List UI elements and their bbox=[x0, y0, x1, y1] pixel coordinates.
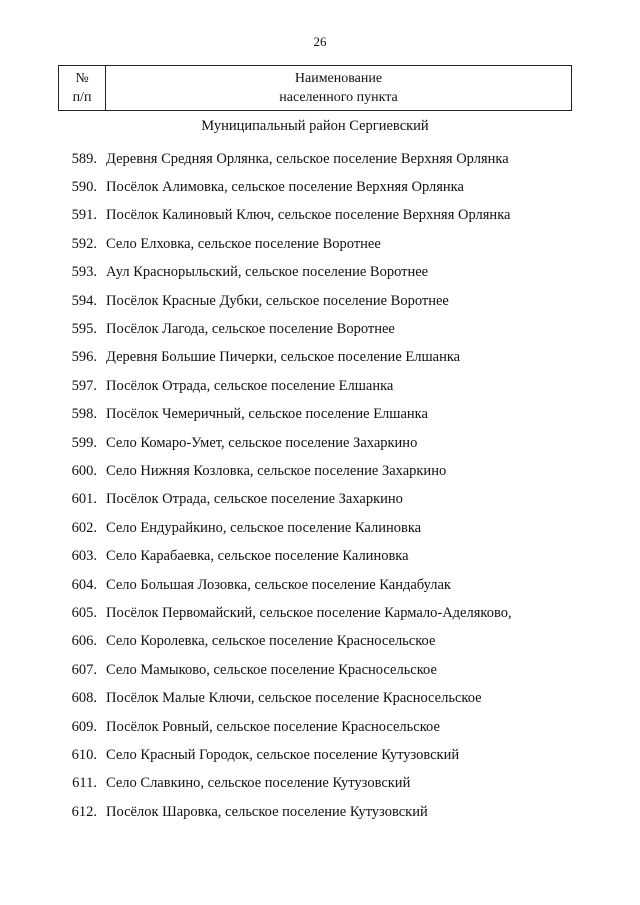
item-number: 611. bbox=[72, 775, 97, 792]
list-item bbox=[0, 542, 640, 570]
list-item bbox=[0, 145, 640, 173]
list-item bbox=[0, 401, 640, 429]
list-item bbox=[0, 486, 640, 514]
list-item bbox=[0, 344, 640, 372]
item-name: Посёлок Красные Дубки, сельское поселение Воротнее bbox=[106, 292, 449, 309]
item-name: Посёлок Калиновый Ключ, сельское поселение Верхняя Орлянка bbox=[106, 207, 511, 224]
item-name: Посёлок Отрада, сельское поселение Захаркино bbox=[106, 491, 403, 508]
item-name: Посёлок Чемеричный, сельское поселение Елшанка bbox=[106, 406, 428, 423]
list-item bbox=[0, 741, 640, 769]
list-item bbox=[0, 770, 640, 798]
item-name: Село Красный Городок, сельское поселение Кутузовский bbox=[106, 746, 460, 763]
settlement-list bbox=[0, 145, 640, 826]
list-item bbox=[0, 684, 640, 712]
item-number: 606. bbox=[71, 633, 97, 650]
list-item bbox=[0, 315, 640, 343]
item-number: 601. bbox=[71, 491, 97, 508]
item-number: 603. bbox=[71, 548, 97, 565]
list-item bbox=[0, 230, 640, 258]
item-number: 596. bbox=[71, 349, 97, 366]
page-number: 26 bbox=[313, 34, 327, 49]
item-number: 609. bbox=[71, 718, 97, 735]
item-name: Посёлок Первомайский, сельское поселение Кармало-Аделяково, bbox=[106, 604, 512, 621]
item-number: 599. bbox=[71, 434, 97, 451]
item-number: 600. bbox=[71, 462, 97, 479]
item-name: Деревня Средняя Орлянка, сельское поселение Верхняя Орлянка bbox=[106, 150, 509, 167]
list-item bbox=[0, 202, 640, 230]
item-number: 591. bbox=[71, 207, 97, 224]
item-name: Село Королевка, сельское поселение Красносельское bbox=[106, 633, 436, 650]
item-name: Село Нижняя Козловка, сельское поселение Захаркино bbox=[106, 462, 447, 479]
item-name: Село Мамыково, сельское поселение Красносельское bbox=[106, 661, 437, 678]
item-name: Посёлок Отрада, сельское поселение Елшанка bbox=[106, 377, 394, 394]
item-number: 594. bbox=[71, 292, 97, 309]
item-number: 589. bbox=[71, 150, 97, 167]
item-name: Село Елховка, сельское поселение Воротнее bbox=[106, 235, 381, 252]
number-header-line1: № bbox=[75, 71, 89, 86]
item-name: Село Славкино, сельское поселение Кутузовский bbox=[106, 775, 411, 792]
item-name: Аул Краснорыльский, сельское поселение Воротнее bbox=[106, 264, 429, 281]
item-number: 610. bbox=[71, 746, 97, 763]
name-header-line1: Наименование bbox=[294, 71, 383, 86]
list-item bbox=[0, 571, 640, 599]
name-header-line2: населенного пункта bbox=[279, 90, 398, 105]
list-item bbox=[0, 173, 640, 201]
item-number: 595. bbox=[71, 321, 97, 338]
list-item bbox=[0, 798, 640, 826]
list-item bbox=[0, 457, 640, 485]
item-name: Село Комаро-Умет, сельское поселение Захаркино bbox=[106, 434, 418, 451]
item-number: 605. bbox=[71, 604, 97, 621]
item-name: Село Карабаевка, сельское поселение Калиновка bbox=[106, 548, 409, 565]
list-item bbox=[0, 656, 640, 684]
list-item bbox=[0, 259, 640, 287]
list-item bbox=[0, 599, 640, 627]
item-name: Посёлок Лагода, сельское поселение Воротнее bbox=[106, 321, 395, 338]
item-name: Посёлок Алимовка, сельское поселение Верхняя Орлянка bbox=[106, 179, 464, 196]
item-name: Посёлок Ровный, сельское поселение Красносельское bbox=[106, 718, 440, 735]
item-number: 598. bbox=[71, 406, 97, 423]
item-name: Село Ендурайкино, сельское поселение Калиновка bbox=[106, 519, 422, 536]
item-name: Село Большая Лозовка, сельское поселение Кандабулак bbox=[106, 576, 451, 593]
item-number: 612. bbox=[71, 803, 97, 820]
item-number: 607. bbox=[71, 661, 97, 678]
district-title: Муниципальный район Сергиевский bbox=[201, 118, 429, 134]
number-column-header bbox=[59, 66, 106, 110]
item-name: Деревня Большие Пичерки, сельское поселение Елшанка bbox=[106, 349, 461, 366]
item-number: 592. bbox=[71, 235, 97, 252]
item-number: 602. bbox=[71, 519, 97, 536]
item-number: 590. bbox=[71, 179, 97, 196]
list-item bbox=[0, 628, 640, 656]
item-name: Посёлок Малые Ключи, сельское поселение Красносельское bbox=[106, 690, 482, 707]
number-header-line2: п/п bbox=[72, 90, 92, 105]
item-number: 597. bbox=[71, 377, 97, 394]
item-name: Посёлок Шаровка, сельское поселение Кутузовский bbox=[106, 803, 428, 820]
list-item bbox=[0, 429, 640, 457]
list-item bbox=[0, 713, 640, 741]
item-number: 593. bbox=[71, 264, 97, 281]
name-column-header bbox=[106, 66, 571, 110]
table-header bbox=[58, 65, 572, 111]
list-item bbox=[0, 287, 640, 315]
list-item bbox=[0, 372, 640, 400]
list-item bbox=[0, 514, 640, 542]
item-number: 604. bbox=[71, 576, 97, 593]
item-number: 608. bbox=[71, 690, 97, 707]
